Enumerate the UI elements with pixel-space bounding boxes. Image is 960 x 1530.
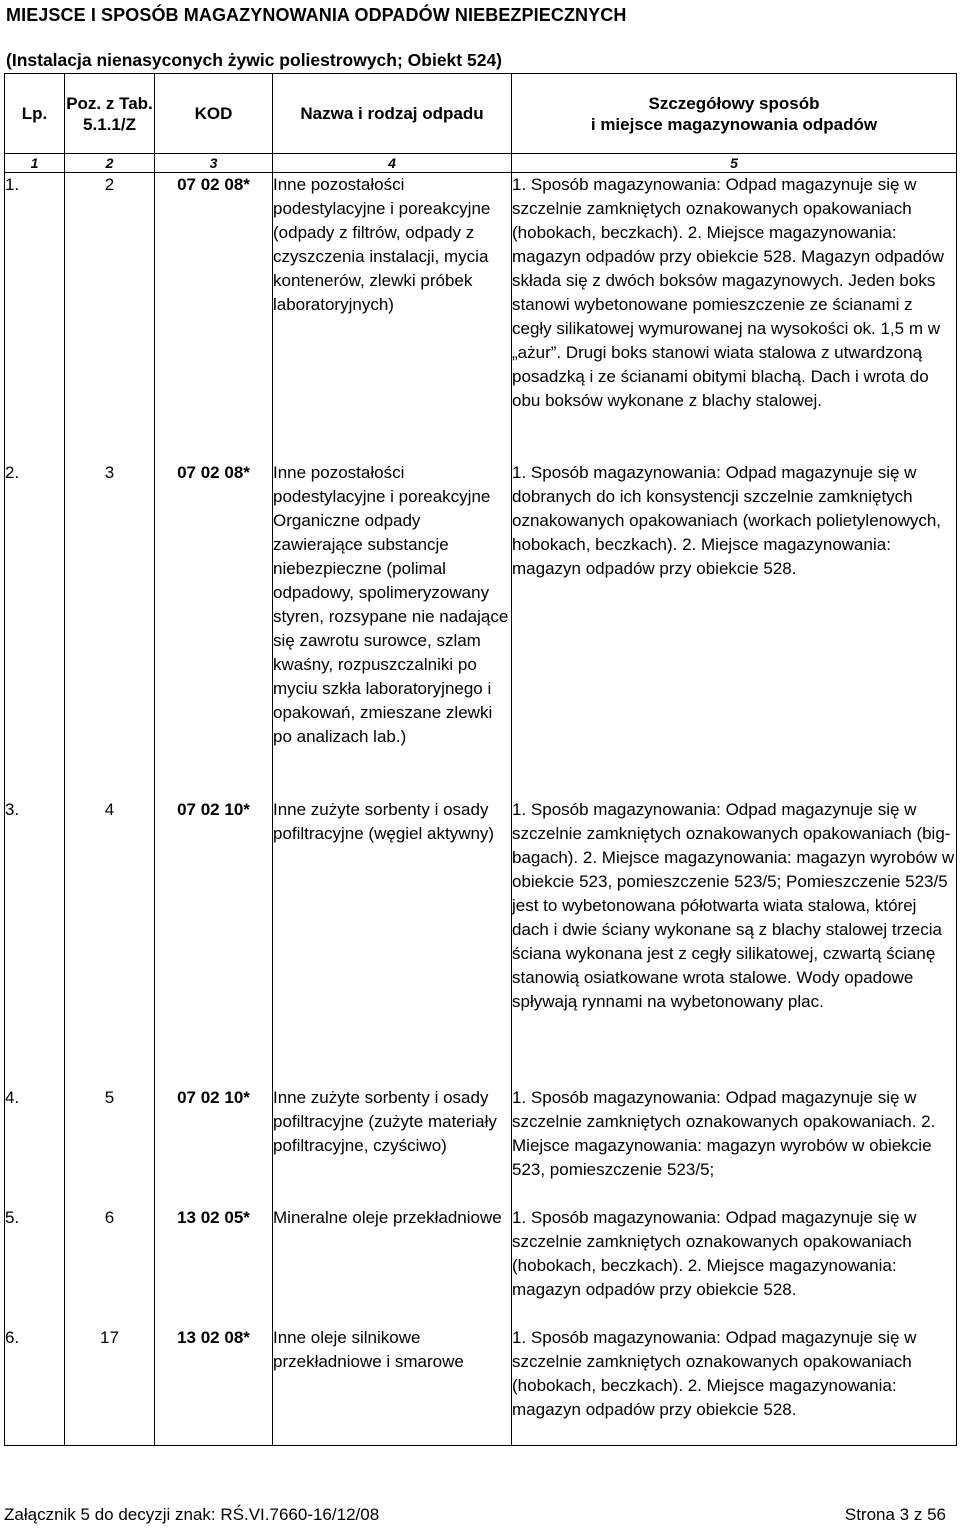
row-poz: 3 xyxy=(65,461,155,798)
row-kod: 07 02 08* xyxy=(155,461,273,798)
table-row xyxy=(5,1326,957,1446)
row-sposob: 1. Sposób magazynowania: Odpad magazynuje się w szczelnie zamkniętych oznakowanych opakowaniach (hobokach, beczkach). 2. Miejsce magazynowania: magazyn odpadów przy obiekcie 528. xyxy=(512,1326,957,1446)
row-lp: 2. xyxy=(5,461,65,798)
column-number: 2 xyxy=(65,154,155,173)
row-sposob: 1. Sposób magazynowania: Odpad magazynuje się w szczelnie zamkniętych oznakowanych opakowaniach (big-bagach). 2. Miejsce magazynowania: magazyn wyrobów w obiekcie 523, pomieszczenie 523/5; Pomieszczenie 523/5 jest to wybetonowana półotwarta wiata stalowa, której dach i dwie ściany wykonane są z blachy stalowej trzecia ściana wykonana jest z cegły silikatowej, czwartą ścianę stanowią osiatkowane wrota stalowe. Wody opadowe spływają rynnami na wybetonowany plac. xyxy=(512,798,957,1086)
footer-page-number: Strona 3 z 56 xyxy=(844,1505,946,1524)
row-sposob: 1. Sposób magazynowania: Odpad magazynuje się w dobranych do ich konsystencji szczelnie zamkniętych oznakowanych opakowaniach (workach polietylenowych, hobokach, beczkach). 2. Miejsce magazynowania: magazyn odpadów przy obiekcie 528. xyxy=(512,461,957,798)
row-nazwa: Inne oleje silnikowe przekładniowe i smarowe xyxy=(273,1326,512,1446)
row-poz: 2 xyxy=(65,173,155,461)
header-poz: Poz. z Tab. 5.1.1/Z xyxy=(65,74,155,154)
row-kod: 13 02 08* xyxy=(155,1326,273,1446)
table-header-row xyxy=(5,74,957,154)
row-nazwa: Inne pozostałości podestylacyjne i poreakcyjne Organiczne odpady zawierające substancje niebezpieczne (polimal odpadowy, spolimeryzowany styren, rozsypane nie nadające się zawrotu surowce, szlam kwaśny, rozpuszczalniki po myciu szkła laboratoryjnego i opakowań, zmieszane zlewki po analizach lab.) xyxy=(273,461,512,798)
document-title: MIEJSCE I SPOSÓB MAGAZYNOWANIA ODPADÓW NIEBEZPIECZNYCH xyxy=(6,5,627,25)
footer-reference: Załącznik 5 do decyzji znak: RŚ.VI.7660-16/12/08 xyxy=(4,1505,380,1524)
row-lp: 6. xyxy=(5,1326,65,1446)
header-kod: KOD xyxy=(155,74,273,154)
header-lp: Lp. xyxy=(5,74,65,154)
row-sposob: 1. Sposób magazynowania: Odpad magazynuje się w szczelnie zamkniętych oznakowanych opakowaniach (hobokach, beczkach). 2. Miejsce magazynowania: magazyn odpadów przy obiekcie 528. xyxy=(512,1206,957,1326)
column-number: 1 xyxy=(5,154,65,173)
row-sposob: 1. Sposób magazynowania: Odpad magazynuje się w szczelnie zamkniętych oznakowanych opakowaniach. 2. Miejsce magazynowania: magazyn wyrobów w obiekcie 523, pomieszczenie 523/5; xyxy=(512,1086,957,1206)
table-row xyxy=(5,1086,957,1206)
row-poz: 6 xyxy=(65,1206,155,1326)
column-number: 3 xyxy=(155,154,273,173)
column-number-row xyxy=(5,154,957,173)
header-nazwa: Nazwa i rodzaj odpadu xyxy=(273,74,512,154)
column-number: 5 xyxy=(512,154,957,173)
row-nazwa: Inne zużyte sorbenty i osady pofiltracyjne (węgiel aktywny) xyxy=(273,798,512,1086)
row-nazwa: Mineralne oleje przekładniowe xyxy=(273,1206,512,1326)
row-kod: 13 02 05* xyxy=(155,1206,273,1326)
row-kod: 07 02 10* xyxy=(155,1086,273,1206)
table-row xyxy=(5,1206,957,1326)
row-poz: 5 xyxy=(65,1086,155,1206)
row-nazwa: Inne zużyte sorbenty i osady pofiltracyjne (zużyte materiały pofiltracyjne, czyściwo) xyxy=(273,1086,512,1206)
document-subtitle: (Instalacja nienasyconych żywic poliestrowych; Obiekt 524) xyxy=(6,50,503,70)
header-sposob-line2: i miejsce magazynowania odpadów xyxy=(590,114,878,134)
row-lp: 5. xyxy=(5,1206,65,1326)
header-sposob-line1: Szczegółowy sposób xyxy=(648,93,820,113)
row-kod: 07 02 10* xyxy=(155,798,273,1086)
row-nazwa: Inne pozostałości podestylacyjne i poreakcyjne (odpady z filtrów, odpady z czyszczenia instalacji, mycia kontenerów, zlewki próbek laboratoryjnych) xyxy=(273,173,512,461)
waste-storage-table xyxy=(4,73,957,1446)
table-row xyxy=(5,798,957,1086)
row-poz: 4 xyxy=(65,798,155,1086)
row-lp: 1. xyxy=(5,173,65,461)
row-kod: 07 02 08* xyxy=(155,173,273,461)
row-lp: 4. xyxy=(5,1086,65,1206)
header-sposob xyxy=(512,74,957,154)
row-sposob: 1. Sposób magazynowania: Odpad magazynuje się w szczelnie zamkniętych oznakowanych opakowaniach (hobokach, beczkach). 2. Miejsce magazynowania: magazyn odpadów przy obiekcie 528. Magazyn odpadów składa się z dwóch boksów magazynowych. Jeden boks stanowi wybetonowane pomieszczenie ze ścianami z cegły silikatowej wymurowanej na wysokości ok. 1,5 m w „ażur”. Drugi boks stanowi wiata stalowa z utwardzoną posadzką i ze ścianami obitymi blachą. Dach i wrota do obu boksów wykonane z blachy stalowej. xyxy=(512,173,957,461)
column-number: 4 xyxy=(273,154,512,173)
row-lp: 3. xyxy=(5,798,65,1086)
table-row xyxy=(5,173,957,461)
table-row xyxy=(5,461,957,798)
row-poz: 17 xyxy=(65,1326,155,1446)
